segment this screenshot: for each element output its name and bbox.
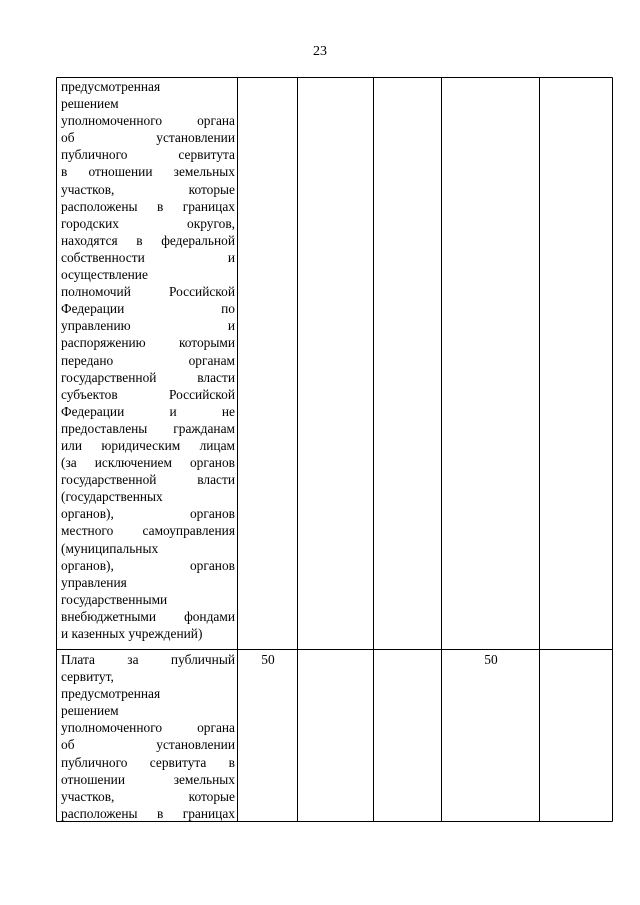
text-line: Федерации по <box>61 301 235 317</box>
text-line: (муниципальных <box>61 540 159 556</box>
text-line: уполномоченного органа <box>61 720 235 736</box>
text-line: предусмотренная <box>61 686 161 702</box>
text-line: государственной власти <box>61 369 235 385</box>
table-row-2-description <box>61 651 235 822</box>
text-line: об установлении <box>61 737 235 753</box>
text-line: расположены в границах <box>61 198 235 214</box>
text-line: решением <box>61 96 119 112</box>
text-line: расположены в границах <box>61 805 235 821</box>
text-line: участков, которые <box>61 788 235 804</box>
text-line: органов), органов <box>61 557 235 573</box>
table-row-2-col-5-value: 50 <box>484 652 498 667</box>
text-line: сервитут, <box>61 669 114 685</box>
text-line: распоряжению которыми <box>61 335 235 351</box>
text-line: решением <box>61 703 119 719</box>
text-line: публичного сервитута в <box>61 754 235 770</box>
table-row-2-col-2-value: 50 <box>261 652 275 667</box>
text-line: предоставлены гражданам <box>61 420 235 436</box>
page-number: 23 <box>313 44 327 59</box>
text-line: или юридическим лицам <box>61 437 235 453</box>
text-line: осуществление <box>61 267 148 283</box>
text-line: полномочий Российской <box>61 284 235 300</box>
text-line: городских округов, <box>61 215 235 231</box>
text-line: участков, которые <box>61 181 235 197</box>
text-line: местного самоуправления <box>61 523 235 539</box>
text-line: государственной власти <box>61 472 235 488</box>
text-line: внебюджетными фондами <box>61 608 235 624</box>
text-line: (за исключением органов <box>61 455 235 471</box>
text-line: и казенных учреждений) <box>61 626 203 641</box>
text-line: отношении земельных <box>61 771 235 787</box>
text-line: предусмотренная <box>61 79 161 94</box>
text-line: об установлении <box>61 130 235 146</box>
text-line: находятся в федеральной <box>61 232 235 248</box>
text-line: субъектов Российской <box>61 386 235 402</box>
table-row-1-description <box>61 78 235 642</box>
text-line: управлению и <box>61 318 235 334</box>
text-line: (государственных <box>61 489 163 505</box>
text-line: собственности и <box>61 249 235 265</box>
text-line: Федерации и не <box>61 403 235 419</box>
text-line: в отношении земельных <box>61 164 235 180</box>
text-line: государственными <box>61 591 168 607</box>
text-line: уполномоченного органа <box>61 113 235 129</box>
text-line: публичного сервитута <box>61 147 235 163</box>
text-line: органов), органов <box>61 506 235 522</box>
text-line: передано органам <box>61 352 235 368</box>
text-line: управления <box>61 574 127 590</box>
text-line: Плата за публичный <box>61 652 235 667</box>
